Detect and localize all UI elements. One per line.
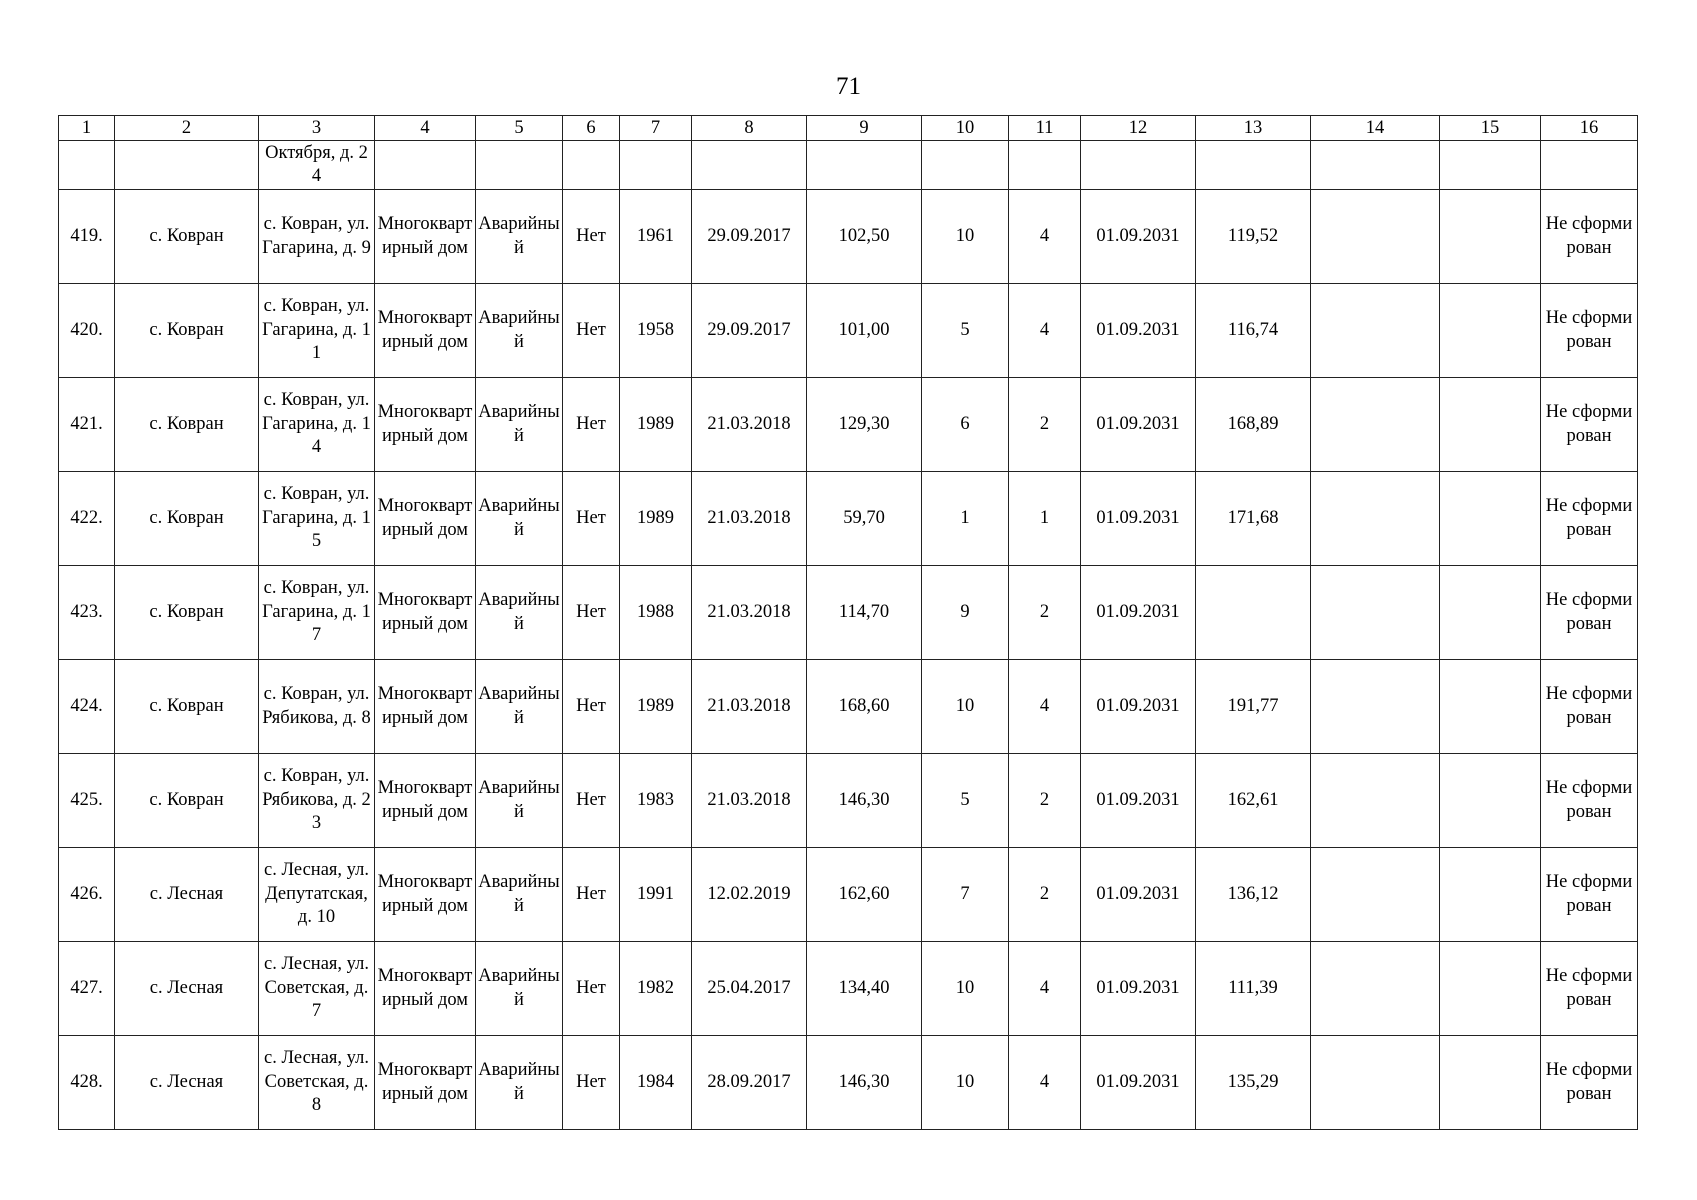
cell-settlement <box>115 141 259 190</box>
cell-recognition-date: 21.03.2018 <box>692 660 807 754</box>
column-header-7: 7 <box>620 116 692 141</box>
cell-area: 114,70 <box>807 566 922 660</box>
cell-residents: 1 <box>922 472 1009 566</box>
cell-recognition-date: 21.03.2018 <box>692 566 807 660</box>
cell-cost: 116,74 <box>1196 284 1311 378</box>
table-header <box>59 116 1638 141</box>
cell-status: Не сформирован <box>1541 942 1638 1036</box>
cell-resettlement-date: 01.09.2031 <box>1081 848 1196 942</box>
cell-col15 <box>1440 848 1541 942</box>
cell-year-built: 1988 <box>620 566 692 660</box>
cell-col14 <box>1311 942 1440 1036</box>
cell-flag <box>563 141 620 190</box>
cell-condition: Аварийный <box>476 566 563 660</box>
cell-area: 168,60 <box>807 660 922 754</box>
cell-status: Не сформирован <box>1541 1036 1638 1130</box>
cell-resettlement-date: 01.09.2031 <box>1081 472 1196 566</box>
cell-cost: 191,77 <box>1196 660 1311 754</box>
cell-area: 129,30 <box>807 378 922 472</box>
cell-col15 <box>1440 754 1541 848</box>
cell-area: 134,40 <box>807 942 922 1036</box>
cell-recognition-date: 29.09.2017 <box>692 284 807 378</box>
cell-settlement: с. Ковран <box>115 378 259 472</box>
cell-residents: 10 <box>922 660 1009 754</box>
cell-condition <box>476 141 563 190</box>
cell-resettlement-date: 01.09.2031 <box>1081 190 1196 284</box>
cell-building-type: Многоквартирный дом <box>375 566 476 660</box>
cell-address: с. Лесная, ул. Советская, д. 7 <box>259 942 375 1036</box>
cell-year-built: 1989 <box>620 378 692 472</box>
cell-col15 <box>1440 660 1541 754</box>
cell-recognition-date: 28.09.2017 <box>692 1036 807 1130</box>
column-header-10: 10 <box>922 116 1009 141</box>
cell-recognition-date: 21.03.2018 <box>692 754 807 848</box>
cell-units: 4 <box>1009 1036 1081 1130</box>
cell-area: 59,70 <box>807 472 922 566</box>
cell-cost: 168,89 <box>1196 378 1311 472</box>
cell-units: 4 <box>1009 284 1081 378</box>
cell-units: 2 <box>1009 848 1081 942</box>
cell-address: с. Ковран, ул. Рябикова, д. 8 <box>259 660 375 754</box>
cell-residents: 5 <box>922 754 1009 848</box>
cell-address: с. Ковран, ул. Гагарина, д. 17 <box>259 566 375 660</box>
column-header-5: 5 <box>476 116 563 141</box>
cell-units: 2 <box>1009 566 1081 660</box>
cell-col14 <box>1311 284 1440 378</box>
cell-building-type: Многоквартирный дом <box>375 660 476 754</box>
page-number: 71 <box>836 73 861 100</box>
cell-col15 <box>1440 472 1541 566</box>
cell-area <box>807 141 922 190</box>
table-row <box>59 190 1638 284</box>
cell-col15 <box>1440 378 1541 472</box>
cell-area: 146,30 <box>807 1036 922 1130</box>
cell-building-type: Многоквартирный дом <box>375 284 476 378</box>
table-row <box>59 472 1638 566</box>
cell-row-number: 427. <box>59 942 115 1036</box>
cell-condition: Аварийный <box>476 942 563 1036</box>
cell-condition: Аварийный <box>476 754 563 848</box>
cell-row-number: 423. <box>59 566 115 660</box>
cell-cost: 135,29 <box>1196 1036 1311 1130</box>
cell-recognition-date: 12.02.2019 <box>692 848 807 942</box>
cell-resettlement-date: 01.09.2031 <box>1081 754 1196 848</box>
cell-settlement: с. Ковран <box>115 472 259 566</box>
cell-col14 <box>1311 1036 1440 1130</box>
table-row <box>59 378 1638 472</box>
cell-col14 <box>1311 141 1440 190</box>
cell-status: Не сформирован <box>1541 848 1638 942</box>
cell-row-number: 422. <box>59 472 115 566</box>
cell-year-built: 1989 <box>620 660 692 754</box>
cell-status: Не сформирован <box>1541 566 1638 660</box>
cell-cost: 171,68 <box>1196 472 1311 566</box>
cell-residents: 10 <box>922 942 1009 1036</box>
cell-address: с. Ковран, ул. Гагарина, д. 14 <box>259 378 375 472</box>
cell-row-number: 425. <box>59 754 115 848</box>
table-row-continuation <box>59 141 1638 190</box>
cell-building-type: Многоквартирный дом <box>375 942 476 1036</box>
cell-area: 101,00 <box>807 284 922 378</box>
cell-cost <box>1196 566 1311 660</box>
cell-address: с. Ковран, ул. Гагарина, д. 11 <box>259 284 375 378</box>
column-header-8: 8 <box>692 116 807 141</box>
column-header-12: 12 <box>1081 116 1196 141</box>
cell-year-built: 1989 <box>620 472 692 566</box>
cell-status <box>1541 141 1638 190</box>
cell-col14 <box>1311 378 1440 472</box>
table-row <box>59 848 1638 942</box>
cell-year-built <box>620 141 692 190</box>
cell-flag: Нет <box>563 660 620 754</box>
cell-status: Не сформирован <box>1541 378 1638 472</box>
cell-residents: 10 <box>922 190 1009 284</box>
cell-residents <box>922 141 1009 190</box>
column-header-16: 16 <box>1541 116 1638 141</box>
cell-cost <box>1196 141 1311 190</box>
cell-flag: Нет <box>563 284 620 378</box>
cell-year-built: 1991 <box>620 848 692 942</box>
cell-col15 <box>1440 942 1541 1036</box>
cell-units: 4 <box>1009 660 1081 754</box>
cell-col15 <box>1440 284 1541 378</box>
column-header-6: 6 <box>563 116 620 141</box>
cell-flag: Нет <box>563 1036 620 1130</box>
cell-row-number: 420. <box>59 284 115 378</box>
cell-units: 4 <box>1009 190 1081 284</box>
cell-area: 162,60 <box>807 848 922 942</box>
cell-address: Октября, д. 24 <box>259 141 375 190</box>
cell-building-type <box>375 141 476 190</box>
cell-recognition-date: 25.04.2017 <box>692 942 807 1036</box>
column-header-1: 1 <box>59 116 115 141</box>
cell-recognition-date: 21.03.2018 <box>692 472 807 566</box>
table-row <box>59 754 1638 848</box>
cell-settlement: с. Ковран <box>115 660 259 754</box>
cell-condition: Аварийный <box>476 848 563 942</box>
table-row <box>59 284 1638 378</box>
cell-status: Не сформирован <box>1541 284 1638 378</box>
column-header-15: 15 <box>1440 116 1541 141</box>
cell-col14 <box>1311 472 1440 566</box>
cell-resettlement-date: 01.09.2031 <box>1081 942 1196 1036</box>
cell-col15 <box>1440 141 1541 190</box>
cell-cost: 119,52 <box>1196 190 1311 284</box>
cell-building-type: Многоквартирный дом <box>375 848 476 942</box>
cell-residents: 6 <box>922 378 1009 472</box>
cell-settlement: с. Лесная <box>115 1036 259 1130</box>
cell-year-built: 1958 <box>620 284 692 378</box>
cell-settlement: с. Ковран <box>115 190 259 284</box>
cell-col14 <box>1311 190 1440 284</box>
cell-status: Не сформирован <box>1541 660 1638 754</box>
cell-year-built: 1983 <box>620 754 692 848</box>
table-row <box>59 942 1638 1036</box>
cell-flag: Нет <box>563 942 620 1036</box>
cell-units: 2 <box>1009 378 1081 472</box>
cell-col14 <box>1311 660 1440 754</box>
cell-building-type: Многоквартирный дом <box>375 190 476 284</box>
cell-residents: 10 <box>922 1036 1009 1130</box>
cell-row-number: 424. <box>59 660 115 754</box>
cell-residents: 9 <box>922 566 1009 660</box>
cell-resettlement-date: 01.09.2031 <box>1081 378 1196 472</box>
cell-col15 <box>1440 1036 1541 1130</box>
cell-col14 <box>1311 566 1440 660</box>
cell-building-type: Многоквартирный дом <box>375 472 476 566</box>
cell-year-built: 1961 <box>620 190 692 284</box>
cell-condition: Аварийный <box>476 472 563 566</box>
cell-units: 2 <box>1009 754 1081 848</box>
cell-settlement: с. Ковран <box>115 754 259 848</box>
cell-cost: 136,12 <box>1196 848 1311 942</box>
cell-resettlement-date <box>1081 141 1196 190</box>
cell-building-type: Многоквартирный дом <box>375 378 476 472</box>
table-row <box>59 1036 1638 1130</box>
cell-address: с. Лесная, ул. Советская, д. 8 <box>259 1036 375 1130</box>
cell-units <box>1009 141 1081 190</box>
column-header-14: 14 <box>1311 116 1440 141</box>
cell-settlement: с. Лесная <box>115 942 259 1036</box>
column-header-3: 3 <box>259 116 375 141</box>
cell-settlement: с. Ковран <box>115 566 259 660</box>
cell-recognition-date <box>692 141 807 190</box>
cell-condition: Аварийный <box>476 284 563 378</box>
cell-col14 <box>1311 754 1440 848</box>
cell-cost: 162,61 <box>1196 754 1311 848</box>
cell-flag: Нет <box>563 848 620 942</box>
cell-condition: Аварийный <box>476 1036 563 1130</box>
cell-area: 146,30 <box>807 754 922 848</box>
cell-status: Не сформирован <box>1541 190 1638 284</box>
cell-flag: Нет <box>563 472 620 566</box>
column-header-13: 13 <box>1196 116 1311 141</box>
cell-residents: 7 <box>922 848 1009 942</box>
cell-year-built: 1984 <box>620 1036 692 1130</box>
cell-cost: 111,39 <box>1196 942 1311 1036</box>
column-header-11: 11 <box>1009 116 1081 141</box>
cell-row-number: 419. <box>59 190 115 284</box>
cell-residents: 5 <box>922 284 1009 378</box>
cell-resettlement-date: 01.09.2031 <box>1081 284 1196 378</box>
cell-settlement: с. Лесная <box>115 848 259 942</box>
cell-flag: Нет <box>563 190 620 284</box>
cell-row-number: 421. <box>59 378 115 472</box>
cell-building-type: Многоквартирный дом <box>375 1036 476 1130</box>
cell-resettlement-date: 01.09.2031 <box>1081 1036 1196 1130</box>
cell-address: с. Ковран, ул. Гагарина, д. 15 <box>259 472 375 566</box>
column-header-4: 4 <box>375 116 476 141</box>
cell-settlement: с. Ковран <box>115 284 259 378</box>
cell-col15 <box>1440 566 1541 660</box>
cell-status: Не сформирован <box>1541 472 1638 566</box>
cell-year-built: 1982 <box>620 942 692 1036</box>
cell-recognition-date: 29.09.2017 <box>692 190 807 284</box>
column-number-row <box>59 116 1638 141</box>
cell-resettlement-date: 01.09.2031 <box>1081 566 1196 660</box>
cell-row-number: 428. <box>59 1036 115 1130</box>
cell-units: 1 <box>1009 472 1081 566</box>
column-header-2: 2 <box>115 116 259 141</box>
housing-registry-table <box>58 115 1638 1130</box>
cell-col15 <box>1440 190 1541 284</box>
cell-recognition-date: 21.03.2018 <box>692 378 807 472</box>
table-body <box>59 141 1638 1130</box>
cell-flag: Нет <box>563 566 620 660</box>
column-header-9: 9 <box>807 116 922 141</box>
cell-units: 4 <box>1009 942 1081 1036</box>
cell-condition: Аварийный <box>476 190 563 284</box>
cell-building-type: Многоквартирный дом <box>375 754 476 848</box>
cell-address: с. Ковран, ул. Гагарина, д. 9 <box>259 190 375 284</box>
cell-area: 102,50 <box>807 190 922 284</box>
cell-flag: Нет <box>563 378 620 472</box>
cell-flag: Нет <box>563 754 620 848</box>
cell-address: с. Ковран, ул. Рябикова, д. 23 <box>259 754 375 848</box>
cell-row-number: 426. <box>59 848 115 942</box>
cell-condition: Аварийный <box>476 660 563 754</box>
cell-row-number <box>59 141 115 190</box>
cell-address: с. Лесная, ул. Депутатская, д. 10 <box>259 848 375 942</box>
table-row <box>59 660 1638 754</box>
cell-col14 <box>1311 848 1440 942</box>
cell-resettlement-date: 01.09.2031 <box>1081 660 1196 754</box>
table-row <box>59 566 1638 660</box>
cell-status: Не сформирован <box>1541 754 1638 848</box>
cell-condition: Аварийный <box>476 378 563 472</box>
